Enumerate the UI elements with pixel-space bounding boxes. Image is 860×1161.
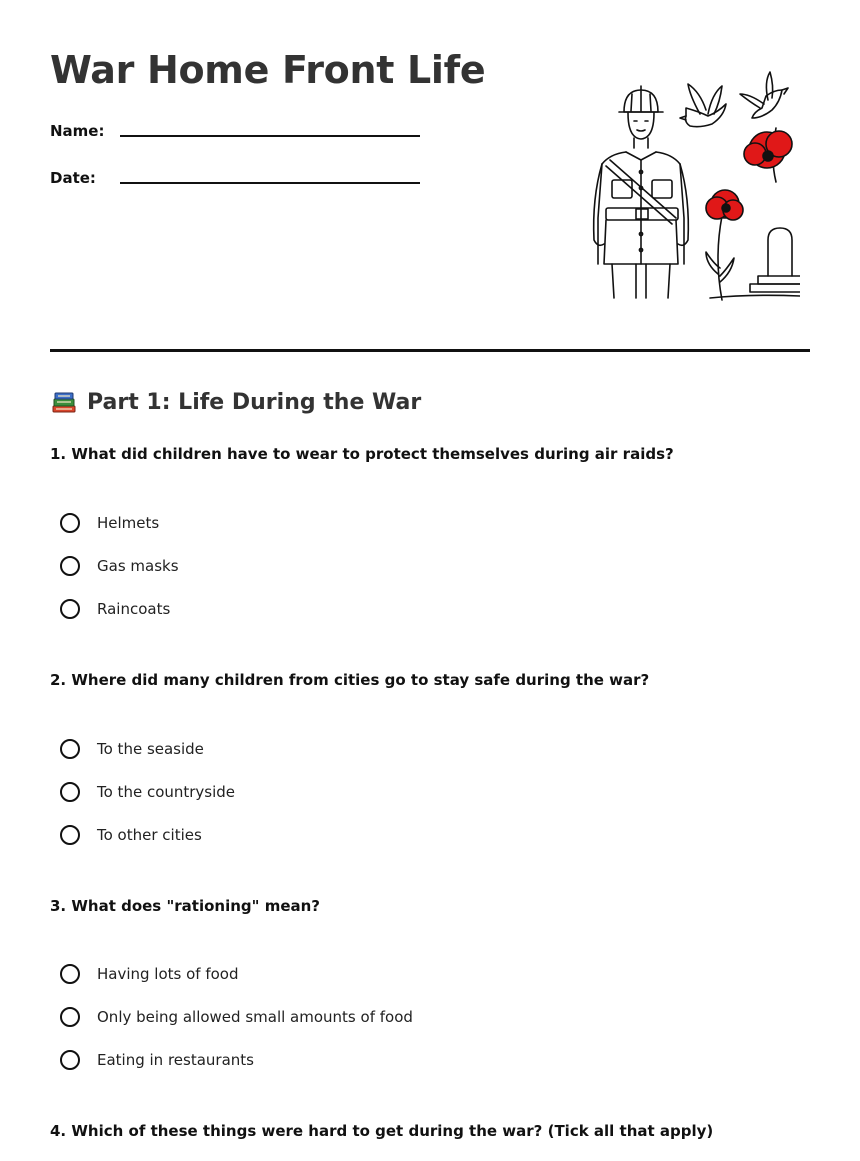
option-label: Raincoats [97,600,171,618]
radio-button[interactable] [60,1050,80,1070]
name-input-line[interactable] [120,135,420,137]
question-3-option-restaurants[interactable] [60,1047,254,1073]
header-divider [50,349,810,352]
name-field-row [50,122,420,152]
radio-button[interactable] [60,556,80,576]
question-3-option-small-amounts[interactable] [60,1004,413,1030]
question-2-option-countryside[interactable] [60,779,235,805]
question-2-option-other-cities[interactable] [60,822,202,848]
date-label: Date: [50,169,96,187]
option-label: To the countryside [97,783,236,801]
radio-button[interactable] [60,599,80,619]
date-input-line[interactable] [120,182,420,184]
radio-button[interactable] [60,825,80,845]
worksheet-page [50,0,810,1161]
option-label: To other cities [97,826,202,844]
worksheet-title: War Home Front Life [50,48,486,92]
question-4-text: 4. Which of these things were hard to get during the war? (Tick all that apply) [50,1122,714,1140]
name-label: Name: [50,122,105,140]
radio-button[interactable] [60,513,80,533]
radio-button[interactable] [60,1007,80,1027]
question-3-option-lots-of-food[interactable] [60,961,239,987]
radio-button[interactable] [60,739,80,759]
question-1-option-gas-masks[interactable] [60,553,179,579]
question-1-option-raincoats[interactable] [60,596,170,622]
question-2-option-seaside[interactable] [60,736,204,762]
option-label: Having lots of food [97,965,239,983]
soldier-poppies-illustration [540,68,800,304]
option-label: To the seaside [97,740,204,758]
poppy-flower-icon [744,128,792,182]
option-label: Helmets [97,514,160,532]
soldier-figure-icon [594,86,689,298]
part1-title-text: Part 1: Life During the War [87,389,422,415]
question-1-option-helmets[interactable] [60,510,159,536]
question-3-text: 3. What does "rationing" mean? [50,897,320,915]
part1-title [50,388,421,416]
option-label: Only being allowed small amounts of food [97,1008,413,1026]
radio-button[interactable] [60,782,80,802]
memorial-stone-icon [710,228,800,298]
date-field-row [50,169,420,199]
question-2-text: 2. Where did many children from cities go to stay safe during the war? [50,671,650,689]
radio-button[interactable] [60,964,80,984]
question-1-text: 1. What did children have to wear to protect themselves during air raids? [50,445,674,463]
option-label: Eating in restaurants [97,1051,254,1069]
poppy-flower-icon [706,190,743,300]
dove-icon [740,72,788,118]
books-icon [50,388,78,416]
option-label: Gas masks [97,557,179,575]
dove-icon [680,84,726,127]
